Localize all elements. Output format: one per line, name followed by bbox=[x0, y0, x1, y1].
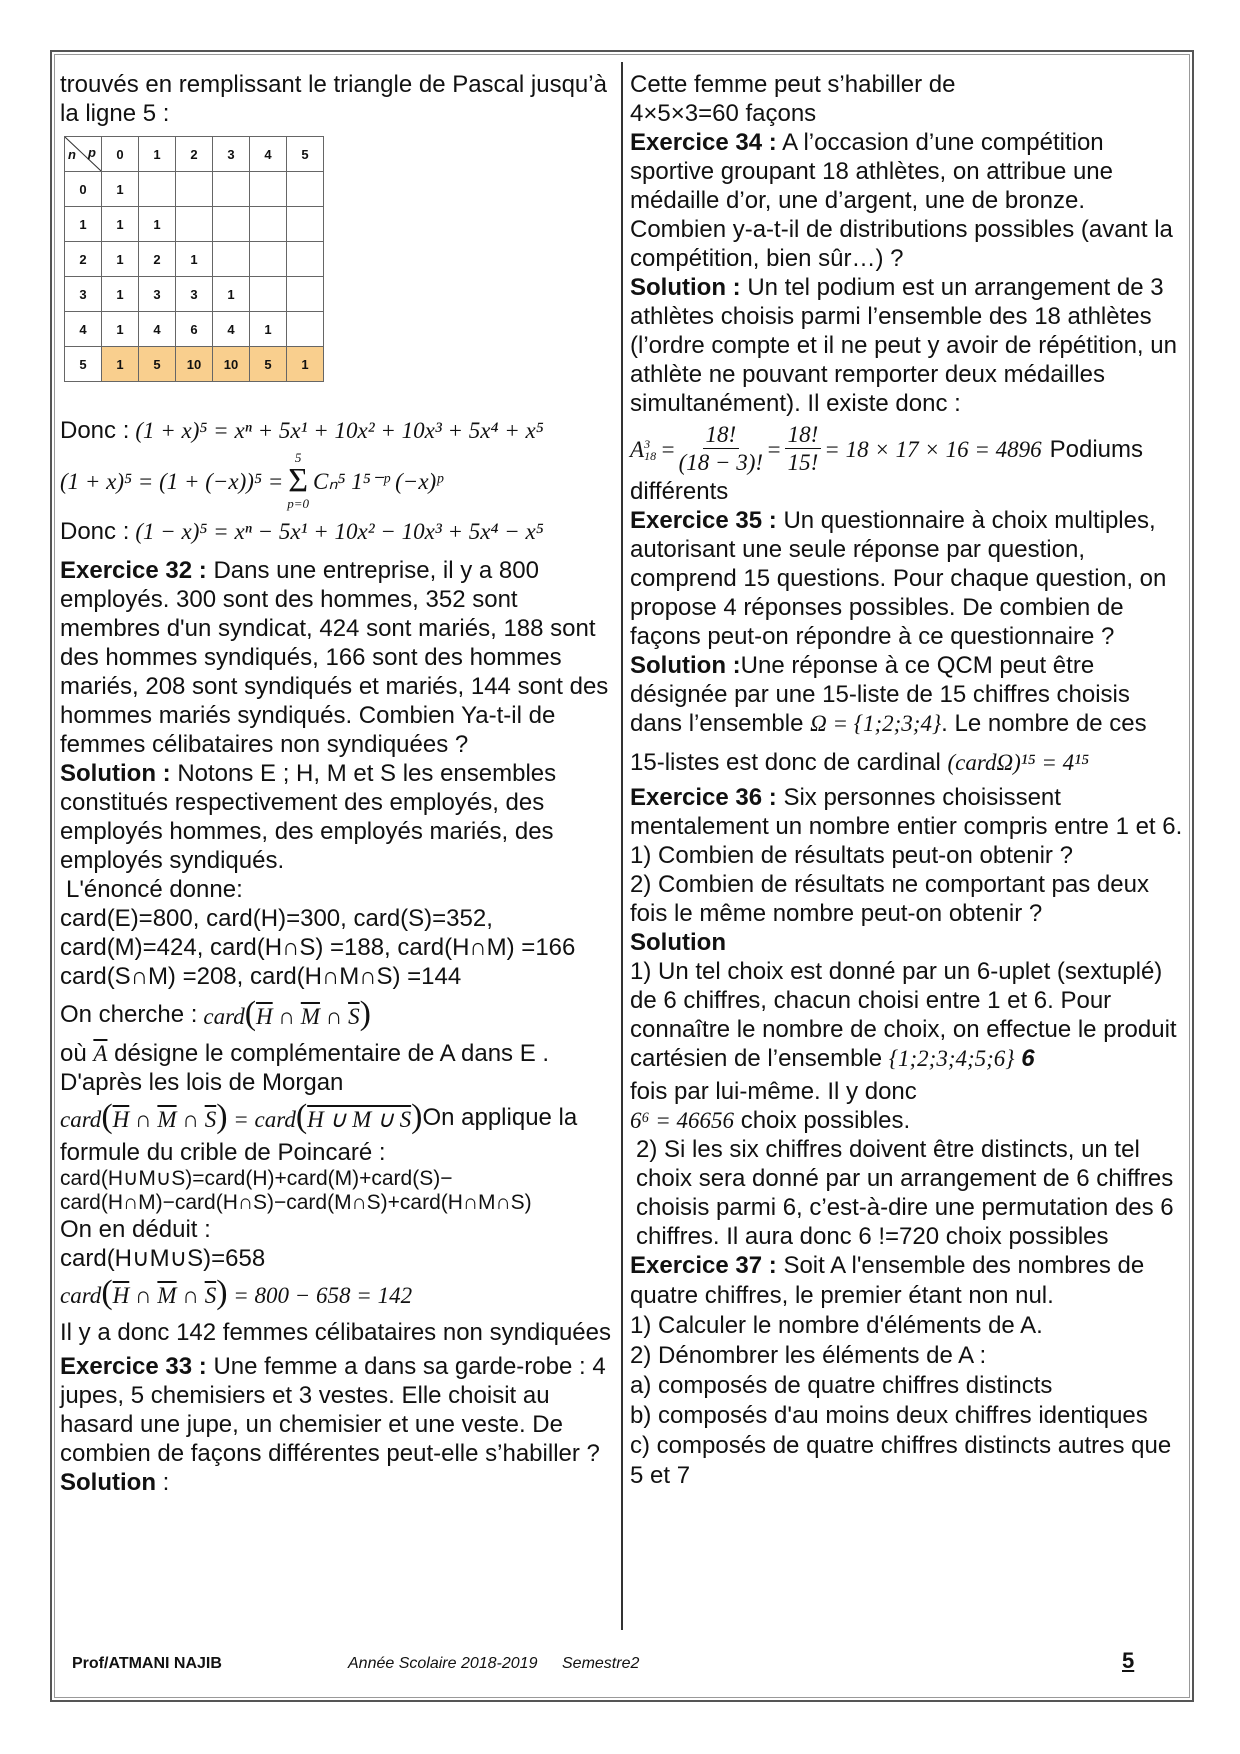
cherche-label: On cherche : bbox=[60, 1000, 198, 1028]
question: 2) Combien de résultats ne comportant pas deux fois le même nombre peut-on obtenir ? bbox=[630, 871, 1149, 927]
cell bbox=[213, 242, 250, 277]
cell bbox=[287, 172, 324, 207]
solution-36-part1 bbox=[630, 957, 1185, 1073]
exercise-text: Une femme a dans sa garde-robe : 4 jupes, 5 chemisiers et 3 vestes. Elle choisit au hasard une jupe, un chemisier et une veste. De combien de façons différentes peut-elle s’habiller ? bbox=[60, 1353, 606, 1467]
arr-sup: 3 bbox=[644, 436, 651, 451]
page-number: 5 bbox=[1122, 1648, 1135, 1673]
pascal-row bbox=[65, 312, 324, 347]
exercise-title: Exercice 34 : bbox=[630, 129, 777, 156]
solution-33 bbox=[60, 1468, 615, 1497]
corner-p: p bbox=[88, 145, 96, 160]
pascal-header: 1 bbox=[139, 137, 176, 172]
sum-term: Cₙ⁵ 1⁵⁻ᵖ (−x)ᵖ bbox=[313, 468, 443, 494]
cell: 1 bbox=[102, 172, 139, 207]
solution-title: Solution : bbox=[60, 760, 171, 787]
cell: 3 bbox=[139, 277, 176, 312]
cell: 1 bbox=[250, 312, 287, 347]
conclusion-text: Il y a donc 142 femmes célibataires non syndiquées bbox=[60, 1319, 611, 1346]
set6: {1;2;3;4;5;6} bbox=[888, 1046, 1015, 1071]
cell: 2 bbox=[139, 242, 176, 277]
card-word: card bbox=[60, 1107, 102, 1132]
cell bbox=[176, 207, 213, 242]
solution-35 bbox=[630, 651, 1185, 738]
expansion-line-1 bbox=[60, 416, 615, 445]
sub-question: a) composés de quatre chiffres distincts bbox=[630, 1372, 1053, 1399]
cards-line: card(E)=800, card(H)=300, card(S)=352, bbox=[60, 905, 493, 932]
ou-word: où bbox=[60, 1040, 87, 1067]
cardinal-formula: (cardΩ)¹⁵ = 4¹⁵ bbox=[947, 750, 1090, 775]
ou-text: désigne le complémentaire de A dans E . bbox=[114, 1040, 550, 1067]
fraction bbox=[679, 422, 764, 477]
exercise-text: Dans une entreprise, il y a 800 employés. 300 sont des hommes, 352 sont membres d'un syndicat, 424 sont mariés, 188 sont des hommes syndiqués, 166 sont des hommes mariés, 208 sont syndiqués et mariés, 144 sont des hommes mariés syndiqués. Combien Ya-t-il de femmes célibataires non syndiquées ? bbox=[60, 557, 609, 758]
arr-rhs: = 18 × 17 × 16 = 4896 bbox=[824, 437, 1042, 462]
sum-bottom: p=0 bbox=[287, 496, 309, 511]
cap: ∩ bbox=[278, 1004, 296, 1029]
cell: 1 bbox=[213, 277, 250, 312]
row-index: 3 bbox=[65, 277, 102, 312]
exercise-title: Exercice 33 : bbox=[60, 1353, 207, 1380]
solution-colon: : bbox=[162, 1469, 170, 1496]
exercise-text: Soit A l'ensemble des nombres de quatre chiffres, le premier étant non nul. bbox=[630, 1252, 1145, 1309]
card-union: card(H∪M∪S)=658 bbox=[60, 1245, 266, 1272]
sum-lhs: (1 + x)⁵ = (1 + (−x))⁵ = bbox=[60, 468, 284, 494]
solution-title: Solution bbox=[630, 929, 726, 956]
cell bbox=[176, 172, 213, 207]
podiums-text: Podiums bbox=[1049, 436, 1144, 463]
solution-36-part2: 2) Si les six chiffres doivent être distincts, un tel choix sera donné par un arrangement de 6 chiffres choisis parmi 6, c’est-à-dire une permutation des 6 chiffres. Il aura donc 6 !=720 choix possibles bbox=[636, 1136, 1174, 1250]
pascal-header-row bbox=[65, 137, 324, 172]
solution-text: 1) Un tel choix est donné par un 6-uplet (sextuplé) de 6 chiffres, chacun choisi entre 1 et 6. Pour connaître le nombre de choix, on effectue le produit cartésien de l’ensemble bbox=[630, 958, 1177, 1072]
cardinal-line bbox=[630, 748, 1185, 777]
frac-den: (18 − 3)! bbox=[678, 450, 764, 475]
cell: 1 bbox=[287, 347, 324, 382]
choix-text: choix possibles. bbox=[740, 1107, 911, 1134]
footer-author: Prof/ATMANI NAJIB bbox=[72, 1655, 222, 1672]
exercise-title: Exercice 32 : bbox=[60, 557, 207, 584]
solution-36-title bbox=[630, 928, 1185, 957]
pascal-header: 0 bbox=[102, 137, 139, 172]
m-bar: $\overline{M}$ bbox=[157, 1283, 177, 1308]
h-bar: $\overline{H}$ bbox=[112, 1107, 130, 1132]
exercise-title: Exercice 37 : bbox=[630, 1252, 777, 1279]
sum-line bbox=[60, 451, 615, 511]
cell: 6 bbox=[176, 312, 213, 347]
exercise-37 bbox=[630, 1251, 1185, 1311]
sum-top: 5 bbox=[294, 450, 302, 465]
cell: 1 bbox=[102, 242, 139, 277]
fraction bbox=[785, 422, 822, 477]
donc-label: Donc : bbox=[60, 417, 130, 444]
cell: 1 bbox=[139, 207, 176, 242]
left-column bbox=[60, 70, 615, 1497]
arr-sub: 18 bbox=[644, 448, 657, 463]
pascal-row bbox=[65, 207, 324, 242]
a-bar: $\overline{A}$ bbox=[93, 1041, 108, 1066]
pascal-row bbox=[65, 172, 324, 207]
exercise-34 bbox=[630, 128, 1185, 273]
solution-text: Une réponse à ce QCM peut être désignée par une 15-liste de 15 chiffres choisis dans l’ensemble bbox=[630, 652, 1130, 737]
row-index: 0 bbox=[65, 172, 102, 207]
solution-text-end: . Le nombre de ces bbox=[941, 710, 1147, 737]
result-formula: $card(\overline{H}$ ∩ $\overline{M}$ ∩ $\overline{S}) = 800 - 658 = 142$ bbox=[60, 1274, 413, 1311]
cell bbox=[287, 207, 324, 242]
pow6-formula: 6⁶ = 46656 bbox=[630, 1108, 735, 1133]
pascal-row bbox=[65, 277, 324, 312]
cap: ∩ bbox=[325, 1004, 343, 1029]
solution-title: Solution : bbox=[630, 652, 741, 679]
result-line bbox=[60, 1276, 615, 1310]
expansion-formula: (1 − x)⁵ = xⁿ − 5x¹ + 10x² − 10x³ + 5x⁴ − x⁵ bbox=[135, 519, 544, 544]
enonce-text: L'énoncé donne: bbox=[66, 876, 243, 903]
morgan-text: D'après les lois de Morgan bbox=[60, 1069, 344, 1096]
frac-den: 15! bbox=[787, 450, 819, 475]
corner-n: n bbox=[68, 147, 76, 162]
pascal-header: 3 bbox=[213, 137, 250, 172]
exercise-36 bbox=[630, 783, 1185, 841]
union-bar: H ∪ M ∪ S bbox=[307, 1107, 412, 1132]
question: 1) Calculer le nombre d'éléments de A. bbox=[630, 1312, 1043, 1339]
cell: 3 bbox=[176, 277, 213, 312]
m-bar: $\overline{M}$ bbox=[300, 1004, 320, 1029]
s-bar: $\overline{S}$ bbox=[204, 1107, 217, 1132]
arrangement-line bbox=[630, 422, 1185, 477]
footer-semester: Semestre2 bbox=[562, 1655, 640, 1672]
cell bbox=[250, 207, 287, 242]
right-column bbox=[630, 70, 1185, 1491]
h-bar: $\overline{H}$ bbox=[256, 1004, 273, 1029]
exercise-text: Un questionnaire à choix multiples, autorisant une seule réponse par question, comprend 15 questions. Pour chaque question, on propose 4 réponses possibles. De combien de façons peut-on répondre à ce questionnaire ? bbox=[630, 507, 1167, 650]
pascal-corner bbox=[65, 137, 102, 172]
crible-text: formule du crible de Poincaré : bbox=[60, 1139, 386, 1166]
differents-text: différents bbox=[630, 478, 729, 505]
sigma-icon: Σ bbox=[288, 462, 308, 499]
applique-text: On applique la bbox=[422, 1103, 578, 1131]
crible-formula: card(H∩M)−card(H∩S)−card(M∩S)+card(H∩M∩S) bbox=[60, 1191, 532, 1214]
cap: ∩ bbox=[135, 1107, 152, 1132]
cell: 1 bbox=[102, 207, 139, 242]
exercise-32 bbox=[60, 556, 615, 759]
cell bbox=[287, 312, 324, 347]
morgan-line bbox=[60, 1100, 615, 1134]
cards-line: card(S∩M) =208, card(H∩M∩S) =144 bbox=[60, 963, 462, 990]
cell bbox=[250, 242, 287, 277]
cell: 4 bbox=[213, 312, 250, 347]
row-index: 1 bbox=[65, 207, 102, 242]
expansion-formula: (1 + x)⁵ = xⁿ + 5x¹ + 10x² + 10x³ + 5x⁴ + x⁵ bbox=[135, 418, 544, 443]
sum-symbol bbox=[287, 451, 309, 511]
habiller-calc: 4×5×3=60 façons bbox=[630, 100, 817, 127]
cell: 1 bbox=[102, 347, 139, 382]
solution-text: Un tel podium est un arrangement de 3 athlètes choisis parmi l’ensemble des 18 athlètes (l’ordre compte et il ne peut y avoir de répétition, un athlète ne pouvant remporter deux médailles simultanément). Il existe donc : bbox=[630, 274, 1177, 417]
result-rhs: = 800 − 658 = 142 bbox=[233, 1283, 413, 1308]
card-word: card bbox=[60, 1283, 102, 1308]
cell bbox=[139, 172, 176, 207]
cell: 10 bbox=[213, 347, 250, 382]
cell bbox=[250, 172, 287, 207]
cell bbox=[250, 277, 287, 312]
footer-year: Année Scolaire 2018-2019 bbox=[348, 1655, 538, 1672]
cell bbox=[213, 207, 250, 242]
cherche-formula: $card(\overline{H}$ ∩ $\overline{M}$ ∩ $\overline{S}$) bbox=[203, 995, 371, 1032]
exercise-35 bbox=[630, 506, 1185, 651]
s-bar: $\overline{S}$ bbox=[204, 1283, 217, 1308]
morgan-formula: $card(\overline{H}$ ∩ $\overline{M}$ ∩ $\overline{S}$) = card(H ∪ M ∪ S) bbox=[60, 1098, 423, 1135]
ou-line bbox=[60, 1039, 615, 1068]
pow-line bbox=[630, 1106, 1185, 1135]
exercise-title: Exercice 36 : bbox=[630, 784, 777, 811]
pascal-table bbox=[64, 136, 324, 382]
exercise-33 bbox=[60, 1352, 615, 1468]
cards-line: card(M)=424, card(H∩S) =188, card(H∩M) =166 bbox=[60, 934, 576, 961]
card-word: card bbox=[203, 1004, 245, 1029]
question: 1) Combien de résultats peut-on obtenir ? bbox=[630, 842, 1073, 869]
row-index: 5 bbox=[65, 347, 102, 382]
row-index: 4 bbox=[65, 312, 102, 347]
cell: 1 bbox=[102, 312, 139, 347]
cell bbox=[287, 277, 324, 312]
six-bold: 6 bbox=[1021, 1045, 1035, 1072]
exercise-title: Exercice 35 : bbox=[630, 507, 777, 534]
solution-text: fois par lui-même. Il y donc bbox=[630, 1078, 917, 1105]
exercise-text: Six personnes choisissent mentalement un nombre entier compris entre 1 et 6. bbox=[630, 784, 1183, 840]
frac-num: 18! bbox=[785, 422, 822, 449]
s-bar: $\overline{S}$ bbox=[348, 1004, 360, 1029]
expansion-line-2 bbox=[60, 517, 615, 546]
cap: ∩ bbox=[182, 1283, 199, 1308]
cell: 5 bbox=[250, 347, 287, 382]
sub-question: c) composés de quatre chiffres distincts autres que 5 et 7 bbox=[630, 1432, 1172, 1489]
cell bbox=[213, 172, 250, 207]
row-index: 2 bbox=[65, 242, 102, 277]
sub-question: b) composés d'au moins deux chiffres identiques bbox=[630, 1402, 1148, 1429]
cell: 4 bbox=[139, 312, 176, 347]
cell: 5 bbox=[139, 347, 176, 382]
intro-text: trouvés en remplissant le triangle de Pascal jusqu’à la ligne 5 : bbox=[60, 71, 607, 127]
morgan-eq: = card bbox=[233, 1107, 296, 1132]
h-bar: $\overline{H}$ bbox=[112, 1283, 130, 1308]
pascal-header: 2 bbox=[176, 137, 213, 172]
cell: 10 bbox=[176, 347, 213, 382]
omega-set: Ω = {1;2;3;4} bbox=[810, 711, 942, 736]
pascal-row-highlight bbox=[65, 347, 324, 382]
frac-num: 18! bbox=[703, 422, 740, 449]
cell: 1 bbox=[176, 242, 213, 277]
solution-32 bbox=[60, 759, 615, 875]
solution-title: Solution bbox=[60, 1469, 156, 1496]
pascal-header: 4 bbox=[250, 137, 287, 172]
pascal-row bbox=[65, 242, 324, 277]
cell bbox=[287, 242, 324, 277]
cap: ∩ bbox=[182, 1107, 199, 1132]
solution-text: Notons E ; H, M et S les ensembles constitués respectivement des employés, des employés hommes, des employés mariés, des employés syndiqués. bbox=[60, 760, 557, 874]
crible-formula: card(H∪M∪S)=card(H)+card(M)+card(S)− bbox=[60, 1167, 453, 1190]
cell: 1 bbox=[102, 277, 139, 312]
habiller-text: Cette femme peut s’habiller de bbox=[630, 71, 956, 98]
column-divider bbox=[621, 62, 623, 1630]
arrangement-formula: A 3 18 = $\frac{18!}{(18 - 3)!}$ = $\frac{18!}{15!}$ = 18 × 17 × 16 = 4896 bbox=[630, 422, 1042, 475]
pascal-header: 5 bbox=[287, 137, 324, 172]
solution-34 bbox=[630, 273, 1185, 418]
cap: ∩ bbox=[135, 1283, 152, 1308]
cardinal-text: 15-listes est donc de cardinal bbox=[630, 749, 941, 776]
donc-label: Donc : bbox=[60, 518, 130, 545]
question: 2) Dénombrer les éléments de A : bbox=[630, 1342, 987, 1369]
solution-title: Solution : bbox=[630, 274, 741, 301]
cherche-line bbox=[60, 997, 615, 1031]
m-bar: $\overline{M}$ bbox=[157, 1107, 177, 1132]
deduit-text: On en déduit : bbox=[60, 1216, 211, 1243]
arr-a: A bbox=[630, 437, 645, 462]
exercise-text: A l’occasion d’une compétition sportive groupant 18 athlètes, on attribue une médaille d’or, une d’argent, une de bronze. Combien y-a-t-il de distributions possibles (avant la compétition, bien sûr…) ? bbox=[630, 129, 1173, 272]
